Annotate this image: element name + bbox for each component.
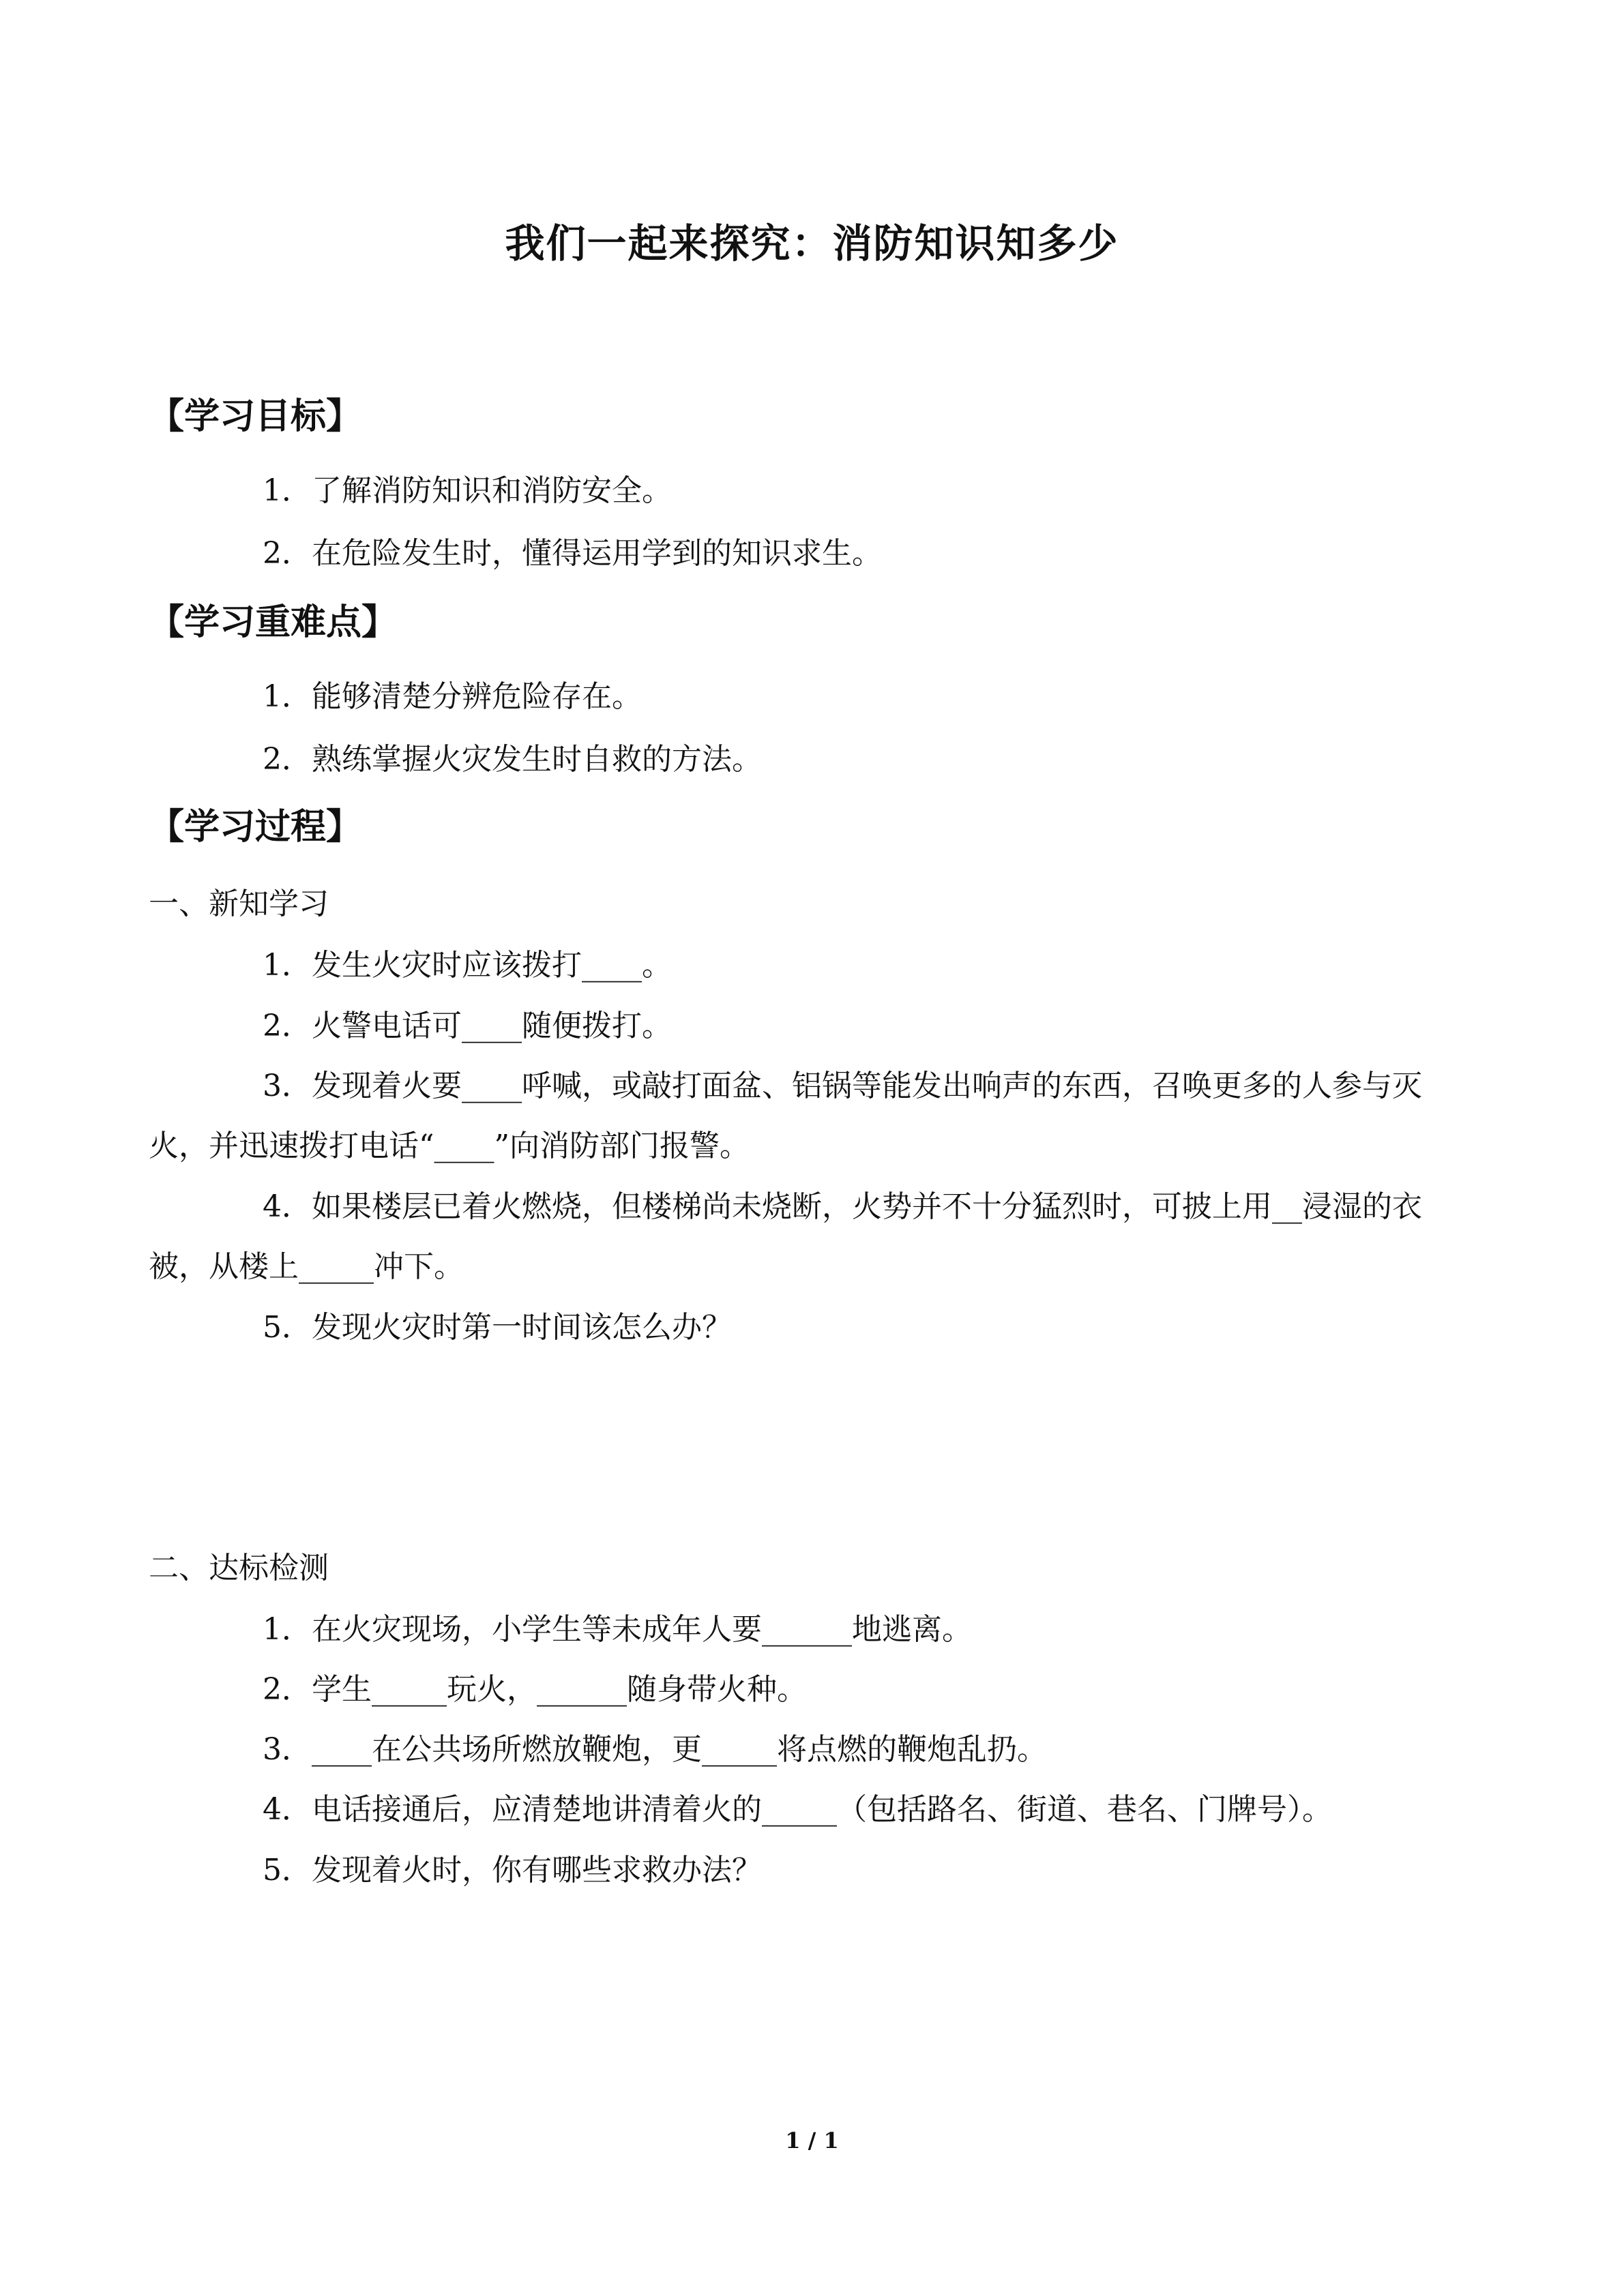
new-knowledge-item-1: 1．发生火灾时应该拨打____。 [263, 948, 672, 983]
heading-goals: 【学习目标】 [149, 396, 362, 437]
check-item-5: 5．发现着火时，你有哪些求救办法？ [263, 1853, 762, 1888]
heading-process: 【学习过程】 [149, 807, 362, 848]
key-point-item-2: 2．熟练掌握火灾发生时自救的方法。 [263, 742, 762, 777]
check-item-2: 2．学生_____玩火，______随身带火种。 [263, 1672, 807, 1707]
new-knowledge-item-4a: 4．如果楼层已着火燃烧，但楼梯尚未烧断，火势并不十分猛烈时，可披上用__浸湿的衣 [263, 1189, 1422, 1224]
new-knowledge-item-2: 2．火警电话可____随便拨打。 [263, 1009, 672, 1043]
section-check-title: 二、达标检测 [149, 1551, 329, 1585]
new-knowledge-item-5: 5．发现火灾时第一时间该怎么办？ [263, 1310, 732, 1345]
new-knowledge-item-3a: 3．发现着火要____呼喊，或敲打面盆、铝锅等能发出响声的东西，召唤更多的人参与灭 [263, 1069, 1422, 1103]
check-item-4: 4．电话接通后，应清楚地讲清着火的_____（包括路名、街道、巷名、门牌号）。 [263, 1792, 1332, 1827]
page-number: 1 / 1 [785, 2128, 839, 2153]
goal-item-2: 2．在危险发生时，懂得运用学到的知识求生。 [263, 536, 882, 571]
new-knowledge-item-4b: 被，从楼上_____冲下。 [149, 1249, 464, 1284]
heading-key-points: 【学习重难点】 [149, 602, 398, 643]
key-point-item-1: 1．能够清楚分辨危险存在。 [263, 679, 642, 714]
check-item-3: 3．____在公共场所燃放鞭炮，更_____将点燃的鞭炮乱扔。 [263, 1732, 1047, 1767]
check-item-1: 1．在火灾现场，小学生等未成年人要______地逃离。 [263, 1612, 972, 1647]
page-title: 我们一起来探究：消防知识知多少 [505, 220, 1119, 267]
section-new-knowledge-title: 一、新知学习 [149, 886, 329, 921]
goal-item-1: 1．了解消防知识和消防安全。 [263, 473, 672, 508]
new-knowledge-item-3b: 火，并迅速拨打电话“____”向消防部门报警。 [149, 1129, 750, 1163]
